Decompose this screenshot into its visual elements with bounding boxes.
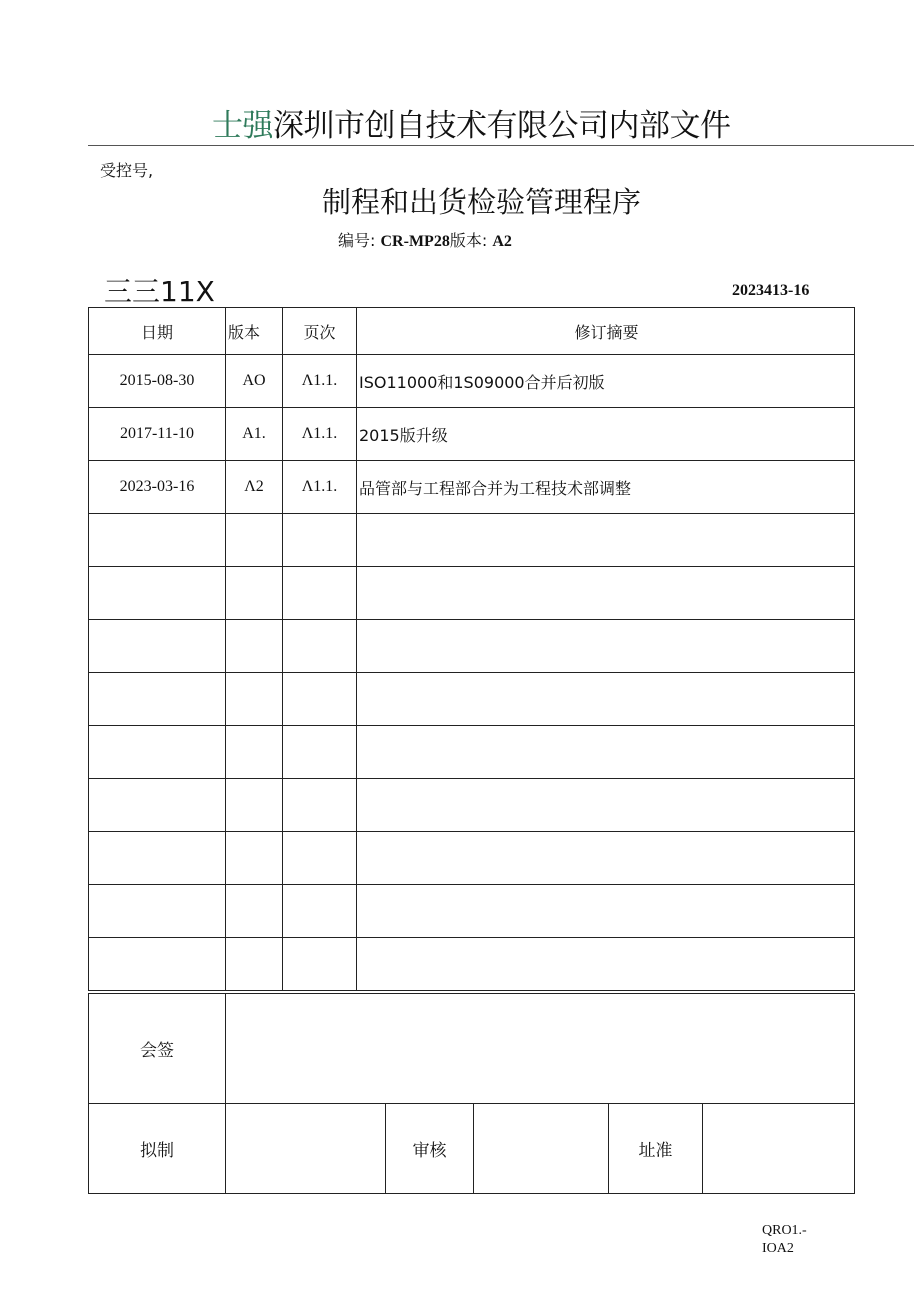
review-field[interactable]: [474, 1104, 609, 1194]
header-date: 日期: [89, 308, 226, 355]
row-date: [89, 779, 226, 832]
row-date: 2017-11-10: [89, 408, 226, 461]
row-summary: 品管部与工程部合并为工程技术部调整: [357, 461, 855, 514]
signoff-table: [88, 993, 855, 1194]
table-row: [89, 938, 855, 991]
row-page: [283, 620, 357, 673]
revision-table: [88, 307, 855, 991]
row-date: [89, 567, 226, 620]
row-date: [89, 832, 226, 885]
row-page: Λ1.1.: [283, 461, 357, 514]
row-version: AO: [226, 355, 283, 408]
code-label: 编号:: [338, 231, 376, 250]
row-version: [226, 620, 283, 673]
code-value: CR-MP28: [380, 233, 450, 250]
row-summary: ISO11000和1S09000合并后初版: [357, 355, 855, 408]
row-page: Λ1.1.: [283, 408, 357, 461]
row-page: [283, 673, 357, 726]
row-version: A1.: [226, 408, 283, 461]
company-logo: 士强: [212, 108, 273, 144]
row-page: [283, 832, 357, 885]
row-version: [226, 938, 283, 991]
row-summary: [357, 938, 855, 991]
table-row: [89, 779, 855, 832]
review-label: 审核: [386, 1104, 474, 1194]
row-version: [226, 726, 283, 779]
row-date: 2023-03-16: [89, 461, 226, 514]
issue-date: 2023413-16: [732, 282, 810, 299]
header-summary: 修订摘要: [357, 308, 855, 355]
table-row: [89, 514, 855, 567]
row-page: [283, 779, 357, 832]
row-version: [226, 673, 283, 726]
row-date: [89, 938, 226, 991]
table-row: [89, 673, 855, 726]
control-number-label: 受控号,: [100, 161, 154, 180]
table-row: [89, 355, 855, 408]
row-summary: [357, 514, 855, 567]
form-code: [762, 1222, 807, 1258]
row-date: [89, 726, 226, 779]
drafted-label: 拟制: [89, 1104, 226, 1194]
row-date: [89, 885, 226, 938]
row-summary: [357, 726, 855, 779]
row-version: [226, 885, 283, 938]
row-summary: [357, 567, 855, 620]
row-summary: 2015版升级: [357, 408, 855, 461]
countersign-label: 会签: [89, 994, 226, 1104]
row-summary: [357, 779, 855, 832]
row-page: Λ1.1.: [283, 355, 357, 408]
row-page: [283, 938, 357, 991]
version-value: A2: [492, 233, 512, 250]
section-heading: 三三11X: [104, 275, 215, 308]
document-title: 制程和出货检验管理程序: [322, 185, 642, 219]
table-row: [89, 832, 855, 885]
row-version: [226, 832, 283, 885]
form-code-line2: IOA2: [762, 1241, 794, 1256]
row-version: Λ2: [226, 461, 283, 514]
row-summary: [357, 885, 855, 938]
row-date: [89, 620, 226, 673]
form-code-line1: QRO1.-: [762, 1223, 807, 1238]
company-name: 深圳市创自技术有限公司内部文件: [273, 108, 731, 144]
row-summary: [357, 620, 855, 673]
version-label: 版本:: [449, 231, 488, 250]
header-page: 页次: [283, 308, 357, 355]
table-row: [89, 408, 855, 461]
approve-label: 址准: [609, 1104, 703, 1194]
row-page: [283, 726, 357, 779]
countersign-field[interactable]: [226, 994, 855, 1104]
table-row: [89, 620, 855, 673]
table-row: [89, 567, 855, 620]
row-date: [89, 514, 226, 567]
row-page: [283, 514, 357, 567]
revision-table-header: [89, 308, 855, 355]
row-version: [226, 567, 283, 620]
row-version: [226, 779, 283, 832]
row-page: [283, 885, 357, 938]
row-date: [89, 673, 226, 726]
row-version: [226, 514, 283, 567]
table-row: [89, 726, 855, 779]
row-date: 2015-08-30: [89, 355, 226, 408]
approve-field[interactable]: [703, 1104, 855, 1194]
row-page: [283, 567, 357, 620]
table-row: [89, 461, 855, 514]
drafted-field[interactable]: [226, 1104, 386, 1194]
company-header: [212, 100, 731, 145]
document-meta: [338, 228, 512, 251]
row-summary: [357, 673, 855, 726]
header-divider: [88, 145, 914, 146]
table-row: [89, 885, 855, 938]
header-version: 版本: [226, 308, 283, 355]
row-summary: [357, 832, 855, 885]
